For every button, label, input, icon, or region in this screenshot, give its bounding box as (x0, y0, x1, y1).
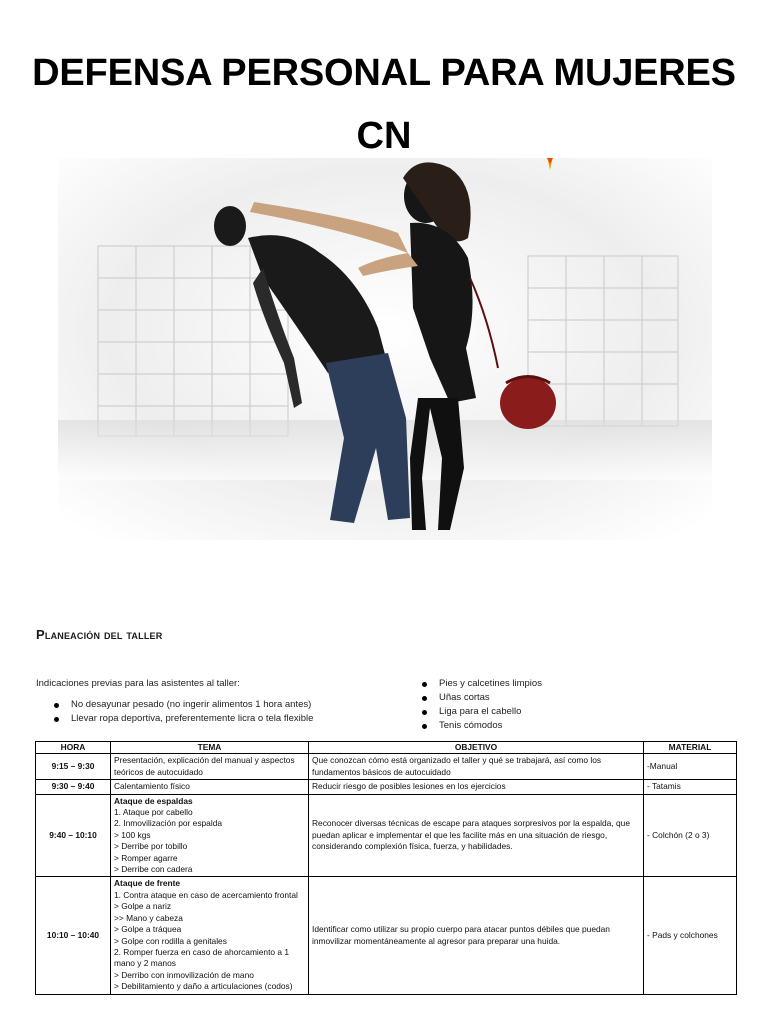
hora-cell: 10:10 – 10:40 (36, 877, 111, 994)
tema-line: > Derribe por tobillo (114, 841, 188, 852)
material-cell: - Pads y colchones (644, 877, 737, 994)
tema-line: 1. Ataque por cabello (114, 807, 193, 818)
tema-line: 2. Romper fuerza en caso de ahorcamiento a 1 mano y 2 manos (114, 946, 290, 969)
tema-line: > Derribo con inmovilización de mano (114, 969, 254, 980)
list-item: Liga para el cabello (420, 705, 542, 719)
schedule-table (35, 741, 737, 995)
right-bullet-list (420, 677, 542, 733)
tema-line: > Derribe con cadera (114, 864, 193, 875)
tema-line: > Romper agarre (114, 852, 178, 863)
tema-cell (111, 780, 309, 794)
list-item: Tenis cómodos (420, 719, 542, 733)
tema-cell (111, 794, 309, 877)
tema-cell (111, 877, 309, 994)
column-header-tema: TEMA (111, 742, 309, 754)
tema-title: Ataque de frente (114, 878, 181, 889)
tema-line: Calentamiento físico (114, 781, 190, 792)
tema-line: 1. Contra ataque en caso de acercamiento frontal (114, 889, 298, 900)
list-item: No desayunar pesado (no ingerir alimentos 1 hora antes) (52, 698, 313, 712)
list-item: Llevar ropa deportiva, preferentemente licra o tela flexible (52, 712, 313, 726)
list-item: Pies y calcetines limpios (420, 677, 542, 691)
material-cell: - Colchón (2 o 3) (644, 794, 737, 877)
document-title: DEFENSA PERSONAL PARA MUJERES (32, 52, 736, 94)
table-row (36, 754, 737, 780)
tema-line: > 100 kgs (114, 829, 151, 840)
material-cell: - Tatamis (644, 780, 737, 794)
objetivo-cell: Reducir riesgo de posibles lesiones en los ejercicios (309, 780, 644, 794)
tema-cell (111, 754, 309, 780)
table-row (36, 794, 737, 877)
document-subtitle: CN (356, 115, 412, 157)
tema-line: > Golpe a tráquea (114, 924, 182, 935)
hora-cell: 9:40 – 10:10 (36, 794, 111, 877)
tema-line: > Debilitamiento y daño a articulaciones (codos) (114, 981, 293, 992)
list-item: Uñas cortas (420, 691, 542, 705)
tema-line: >> Mano y cabeza (114, 912, 183, 923)
tema-line: 2. Inmovilización por espalda (114, 818, 223, 829)
objetivo-cell: Que conozcan cómo está organizado el taller y qué se trabajará, así como los fundamentos básicos de autocuidado (309, 754, 644, 780)
table-row (36, 780, 737, 794)
tema-title: Ataque de espaldas (114, 795, 193, 806)
self-defense-photo (58, 158, 712, 540)
column-header-hora: HORA (36, 742, 111, 754)
material-cell: -Manual (644, 754, 737, 780)
hora-cell: 9:15 – 9:30 (36, 754, 111, 780)
tema-line: Presentación, explicación del manual y aspectos teóricos de autocuidado (114, 755, 295, 777)
tema-line: > Golpe con rodilla a genitales (114, 935, 227, 946)
left-bullet-list (52, 698, 313, 726)
column-header-material: MATERIAL (644, 742, 737, 754)
column-header-objetivo: OBJETIVO (309, 742, 644, 754)
hora-cell: 9:30 – 9:40 (36, 780, 111, 794)
table-header-row (36, 742, 737, 754)
objetivo-cell: Reconocer diversas técnicas de escape para ataques sorpresivos por la espalda, que puedan aplicar e implementar el que les facilite más en una situación de riesgo, considerando complexión física, fuerza, y habilidades. (309, 794, 644, 877)
table-row (36, 877, 737, 994)
tema-line: > Golpe a nariz (114, 901, 172, 912)
objetivo-cell: Identificar como utilizar su propio cuerpo para atacar puntos débiles que puedan inmovilizar momentáneamente al agresor para preparar una huida. (309, 877, 644, 994)
intro-text: Indicaciones previas para las asistentes al taller: (36, 678, 240, 689)
section-title: Planeación del taller (36, 627, 163, 642)
